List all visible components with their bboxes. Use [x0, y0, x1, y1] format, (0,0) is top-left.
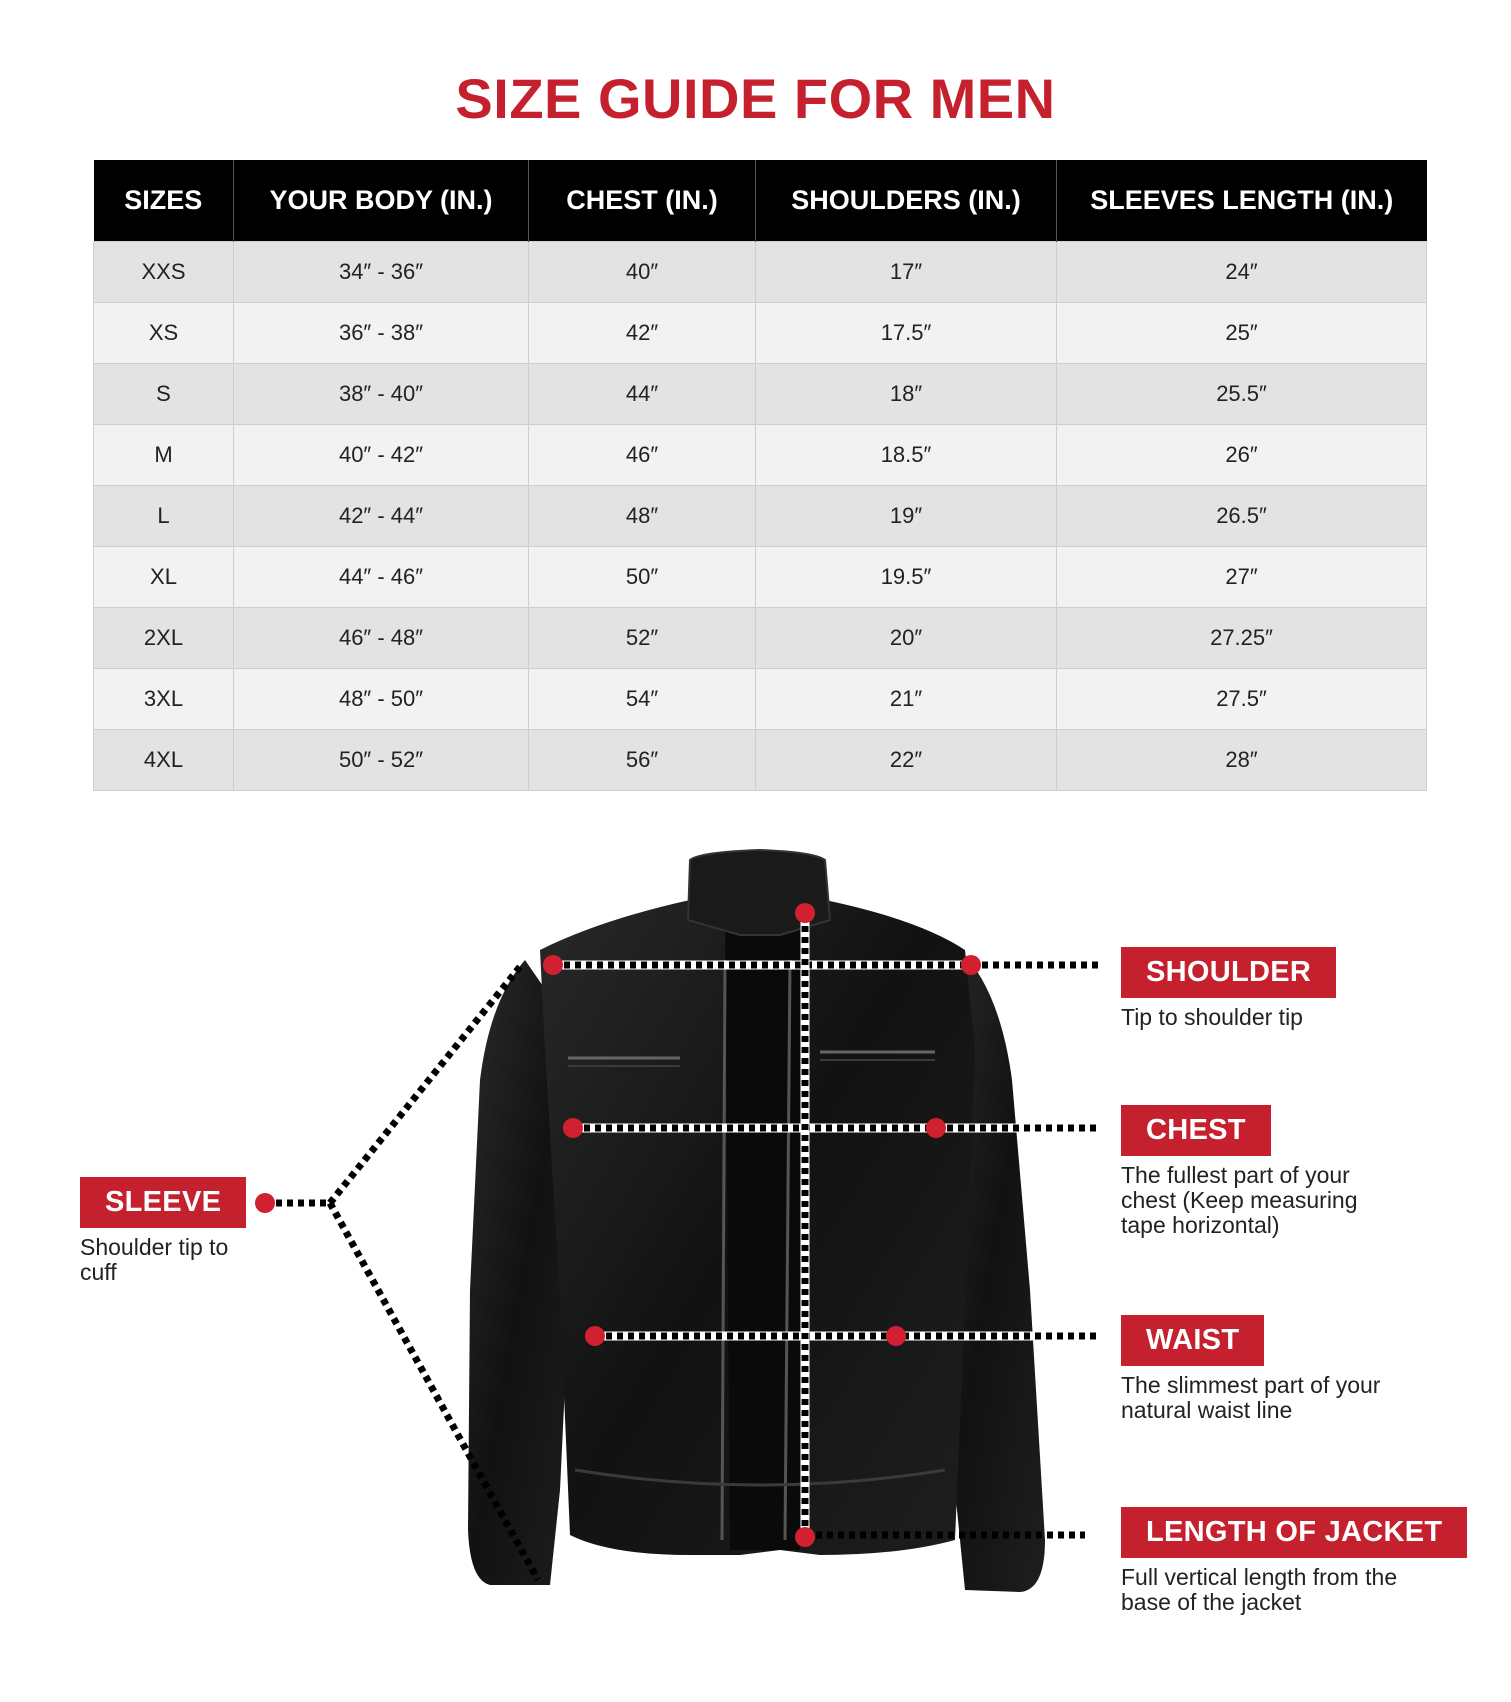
chest-description: The fullest part of your chest (Keep measuring tape horizontal) [1121, 1162, 1358, 1238]
cell-sleeves: 27.25″ [1057, 608, 1427, 669]
cell-size: XL [94, 547, 234, 608]
table-header-row [94, 160, 1427, 242]
cell-size: 4XL [94, 730, 234, 791]
measurement-dot-icon [255, 903, 981, 1547]
cell-body: 40″ - 42″ [234, 425, 529, 486]
cell-size: M [94, 425, 234, 486]
cell-size: 2XL [94, 608, 234, 669]
cell-size: L [94, 486, 234, 547]
cell-size: XXS [94, 242, 234, 303]
length-label: LENGTH OF JACKET [1121, 1507, 1467, 1558]
cell-size: 3XL [94, 669, 234, 730]
cell-sleeves: 24″ [1057, 242, 1427, 303]
table-row [94, 547, 1427, 608]
cell-sleeves: 27″ [1057, 547, 1427, 608]
sleeve-label: SLEEVE [80, 1177, 246, 1228]
sleeve-description: Shoulder tip to cuff [80, 1234, 229, 1285]
jacket-illustration [468, 850, 1045, 1592]
cell-shoulders: 18″ [756, 364, 1057, 425]
cell-chest: 54″ [529, 669, 756, 730]
table-row [94, 669, 1427, 730]
waist-description: The slimmest part of your natural waist line [1121, 1372, 1381, 1423]
cell-shoulders: 17″ [756, 242, 1057, 303]
header-chest: CHEST (IN.) [529, 160, 756, 242]
cell-body: 44″ - 46″ [234, 547, 529, 608]
header-your-body: YOUR BODY (IN.) [234, 160, 529, 242]
cell-chest: 44″ [529, 364, 756, 425]
cell-shoulders: 18.5″ [756, 425, 1057, 486]
cell-shoulders: 22″ [756, 730, 1057, 791]
cell-body: 48″ - 50″ [234, 669, 529, 730]
table-row [94, 242, 1427, 303]
cell-size: XS [94, 303, 234, 364]
cell-shoulders: 17.5″ [756, 303, 1057, 364]
cell-chest: 42″ [529, 303, 756, 364]
cell-shoulders: 20″ [756, 608, 1057, 669]
table-row [94, 364, 1427, 425]
cell-size: S [94, 364, 234, 425]
shoulder-description: Tip to shoulder tip [1121, 1004, 1303, 1030]
cell-sleeves: 27.5″ [1057, 669, 1427, 730]
cell-chest: 48″ [529, 486, 756, 547]
header-sleeves-length: SLEEVES LENGTH (IN.) [1057, 160, 1427, 242]
cell-sleeves: 25.5″ [1057, 364, 1427, 425]
cell-shoulders: 21″ [756, 669, 1057, 730]
cell-body: 36″ - 38″ [234, 303, 529, 364]
cell-chest: 40″ [529, 242, 756, 303]
page-title: SIZE GUIDE FOR MEN [455, 67, 1056, 130]
length-description: Full vertical length from the base of the jacket [1121, 1564, 1398, 1615]
cell-body: 42″ - 44″ [234, 486, 529, 547]
header-sizes: SIZES [94, 160, 234, 242]
table-row [94, 425, 1427, 486]
cell-body: 50″ - 52″ [234, 730, 529, 791]
cell-sleeves: 28″ [1057, 730, 1427, 791]
cell-body: 38″ - 40″ [234, 364, 529, 425]
cell-sleeves: 26″ [1057, 425, 1427, 486]
cell-chest: 50″ [529, 547, 756, 608]
cell-body: 34″ - 36″ [234, 242, 529, 303]
table-row [94, 303, 1427, 364]
measurement-lines [265, 915, 1098, 1580]
table-row [94, 730, 1427, 791]
waist-label: WAIST [1121, 1315, 1264, 1366]
cell-shoulders: 19.5″ [756, 547, 1057, 608]
header-shoulders: SHOULDERS (IN.) [756, 160, 1057, 242]
table-row [94, 608, 1427, 669]
cell-chest: 52″ [529, 608, 756, 669]
table-row [94, 486, 1427, 547]
cell-sleeves: 25″ [1057, 303, 1427, 364]
chest-label: CHEST [1121, 1105, 1271, 1156]
cell-sleeves: 26.5″ [1057, 486, 1427, 547]
cell-shoulders: 19″ [756, 486, 1057, 547]
cell-body: 46″ - 48″ [234, 608, 529, 669]
shoulder-label: SHOULDER [1121, 947, 1336, 998]
cell-chest: 46″ [529, 425, 756, 486]
size-table [93, 160, 1427, 791]
cell-chest: 56″ [529, 730, 756, 791]
